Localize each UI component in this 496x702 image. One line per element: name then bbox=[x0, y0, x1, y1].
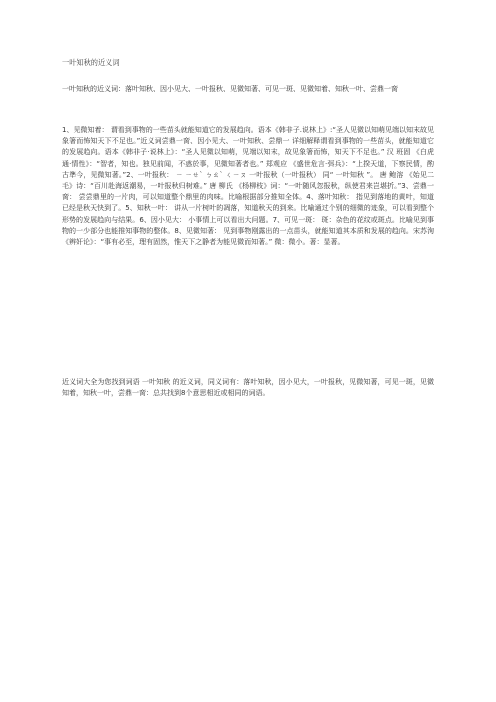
intro-paragraph: 一叶知秋的近义词：落叶知秋、因小见大、一叶报秋、见微知著、可见一斑、见微知着、知秋一叶、尝鼎一脔 bbox=[62, 85, 398, 93]
document-title: 一叶知秋的近义词 bbox=[62, 58, 120, 67]
summary-paragraph: 近义词大全为您找到词语 一叶知秋 的近义词，同义词有：落叶知秋，因小见大，一叶报秋，见微知著，可见一斑，见微知着，知秋一叶，尝鼎一脔：总共找到8个意思相近或相同的词语。 bbox=[62, 378, 434, 398]
body-paragraph: 1、见微知着： 谓看到事物的一些苗头就能知道它的发展趋向。语本《韩非子.说林上》:“圣人见微以知萌见端以知末故见象箸而怖知天下不足也。”近义词尝鼎一脔、因小见大、一叶知秋、尝鼎一 详细解释谓看到事物的一些苗头，就能知道它的发展趋向。语本《韩非子·说林上》：“圣人见微以知萌，见端以知末，故见象箸而怖，知天下不足也。” 汉 班固 《白虎通·情性》：“智者，知也。独见前闻，不惑於事，见微知著者也。” 郑观应 《盛世危言·弭兵》：“上揆天道，下察民情，酌古準今，见微知著。”2、一叶报秋： ㄧ ㄧㄝˋ ㄅㄠˋ ㄑㄧㄡ 一叶报秋（一叶报秋） 同“ 一叶知秋 ”。 唐 鲍溶 《始见二毛》诗：“百川赴海返潮易，一叶报秋归树难。” 唐 柳氏 《杨柳枝》词：“一叶随风忽报秋，纵使君来岂堪折。”3、尝鼎一脔： 尝尝鼎里的一片肉，可以知道整个鼎里的肉味。比喻根据部分推知全体。4、落叶知秋： 指见到落地的黄叶，知道已经是秋天快到了。5、知秋一叶： 讲从一片树叶的凋落，知道秋天的到来。比喻通过个别的细微的迹象，可以看到整个形势的发展趋向与结果。6、因小见大： 小事情上可以看出大问题。7、可见一斑： 斑：杂色的花纹或斑点。比喻见到事物的一少部分也能推知事物的整体。8、见微知著： 见到事物刚露出的一点苗头，就能知道其本质和发展的趋向。宋苏洵《辨奸论》：“事有必至，理有固然，惟天下之静者为能见微而知著。” 微：微小。著：显著。 bbox=[62, 126, 434, 247]
